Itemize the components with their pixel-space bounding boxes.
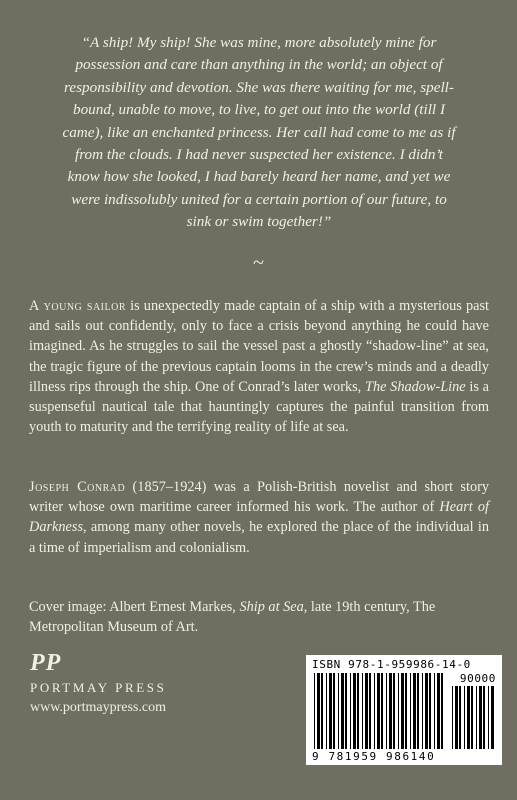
blurb-lead: A young sailor — [29, 298, 127, 314]
blurb-text-1: is unexpectedly made captain of a ship with a mysterious past and sails out confidently, only to face a crisis beyond anything he could have imagined. As he struggles to sail the vessel past a ghostly “shadow-line” at sea, the tragic figure of the previous captain looms in the crew’s minds and a deadly illness rips through the ship. One of Conrad’s later works, — [29, 298, 490, 395]
ornament-divider: ~ — [253, 252, 264, 274]
ean-label: 9 781959 986140 — [312, 750, 436, 763]
credit-artwork-title: Ship at Sea — [239, 599, 304, 615]
publisher-website[interactable]: www.portmaypress.com — [30, 700, 166, 715]
author-name: Joseph Conrad — [29, 479, 126, 495]
blurb-text-2: is a suspenseful nautical tale that hauntingly captures the painful transition from youth to maturity and the terrifying reality of life at sea. — [29, 378, 490, 436]
blurb-book-title: The Shadow-Line — [365, 378, 466, 395]
author-bio — [29, 477, 489, 558]
barcode-bars — [306, 655, 502, 765]
cover-quote: “A ship! My ship! She was mine, more absolutely mine for possession and care than anything in the world; an object of responsibility and devotion. She was there waiting for me, spell-bound, unable to move, to live, to get out into the world (till I came), like an enchanted princess. Her call had come to me as if from the clouds. I had never suspected her existence. I didn’t know how she looked, I had barely heard her name, and yet we were indissolubly united for a certain portion of our future, to sink or swim together!” — [62, 34, 456, 231]
bio-text-2: , among many other novels, he explored the place of the individual in a time of imperialism and colonialism. — [29, 519, 489, 556]
cover-credit — [29, 597, 489, 637]
bio-text-1: (1857–1924) was a Polish-British novelist and short story writer whose own maritime career informed his work. The author of — [29, 479, 489, 516]
book-blurb — [29, 296, 489, 437]
publisher-logo: PP — [30, 650, 62, 676]
price-code-label: 90000 — [459, 672, 496, 685]
credit-text-1: Cover image: Albert Ernest Markes, — [29, 599, 240, 615]
publisher-name: PORTMAY PRESS — [30, 680, 167, 695]
credit-text-2: , late 19th century, The Metropolitan Museum of Art. — [29, 599, 436, 636]
bio-book-title: Heart of Darkness — [29, 499, 489, 536]
barcode — [306, 655, 502, 765]
isbn-label: ISBN 978-1-959986-14-0 — [312, 658, 471, 671]
